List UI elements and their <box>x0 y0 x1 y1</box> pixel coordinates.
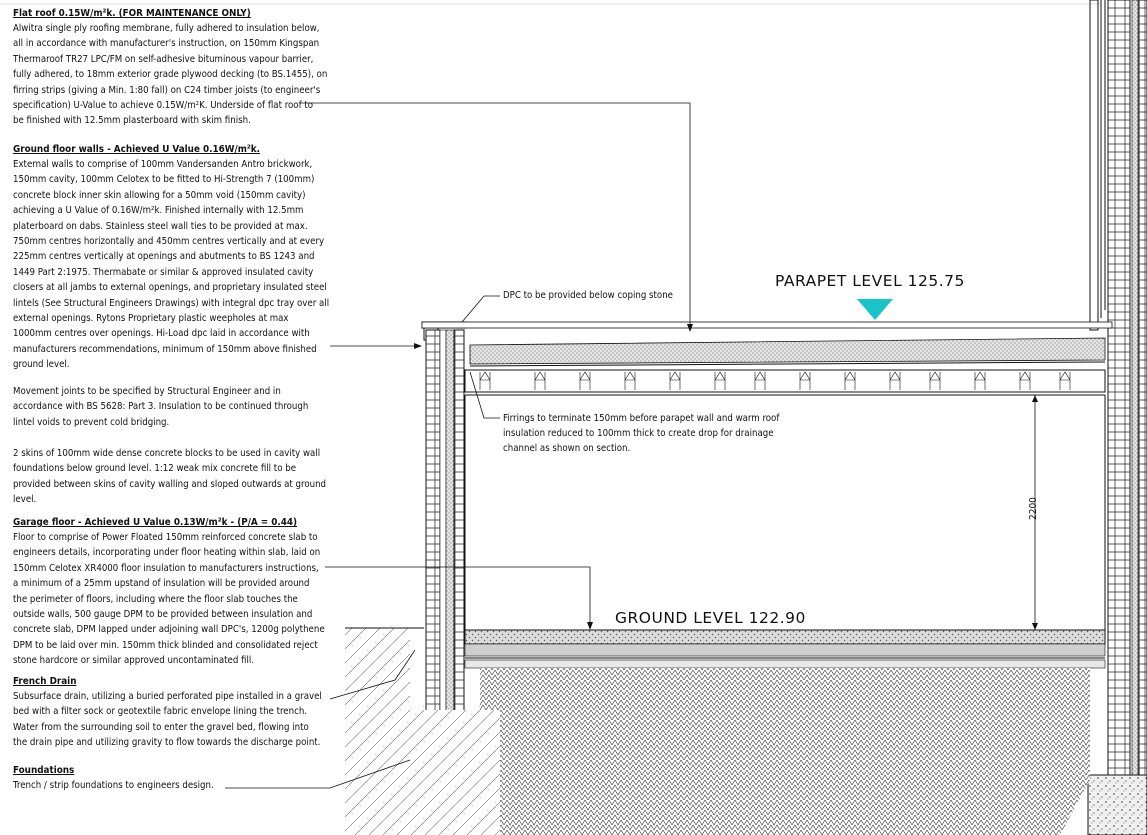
note-foundations <box>13 763 343 793</box>
note-cavity-foundations <box>13 446 343 508</box>
note-body: Subsurface drain, utilizing a buried perforated pipe installed in a gravel bed with a filter sock or geotextile fabric envelope lining the trench. Water from the surrounding soil to enter the gravel bed, flowing into the drain pipe and utilizing gravity to flow towards the discharge point. <box>13 691 322 749</box>
garage-floor <box>465 630 1105 668</box>
note-body: 2 skins of 100mm wide dense concrete blocks to be used in cavity wall foundations below ground level. 1:12 weak mix concrete fill to be provided between skins of cavity walling and sloped outwards at ground level. <box>13 448 327 506</box>
note-flat-roof <box>13 6 343 129</box>
note-body: Movement joints to be specified by Structural Engineer and in accordance with BS 5628: Part 3. Insulation to be continued through lintel voids to prevent cold bridging. <box>13 386 309 428</box>
note-title: Flat roof 0.15W/m²k. (FOR MAINTENANCE ONLY) <box>13 8 251 19</box>
flat-roof <box>422 322 1112 395</box>
note-title: Ground floor walls - Achieved U Value 0.16W/m²k. <box>13 144 260 155</box>
note-title: Garage floor - Achieved U Value 0.13W/m²k - (P/A = 0.44) <box>13 517 298 528</box>
note-title: French Drain <box>13 676 77 687</box>
note-body: Alwitra single ply roofing membrane, fully adhered to insulation below, all in accordance with manufacturer's instruction, on 150mm Kingspan Thermaroof TR27 LPC/FM on self-adhesive bituminous vapour barrier, fully adhered, to 18mm exterior grade plywood decking (to BS.1455), on firring strips (giving a Min. 1:80 fall) on C24 timber joists (to engineer's specification) U-Value to achieve 0.15W/m²K. Underside of flat roof to be finished with 12.5mm plasterboard with skim finish. <box>13 23 328 127</box>
parapet-level-label: PARAPET LEVEL 125.75 <box>775 272 965 290</box>
ground-level-label: GROUND LEVEL 122.90 <box>615 609 806 627</box>
right-wall <box>1088 0 1147 835</box>
parapet-level-marker <box>857 299 893 320</box>
note-ground-floor-walls <box>13 142 343 373</box>
note-garage-floor <box>13 515 343 669</box>
note-body: Trench / strip foundations to engineers design. <box>13 780 214 791</box>
left-cavity-wall <box>410 322 470 765</box>
note-title: Foundations <box>13 765 75 776</box>
dpc-callout: DPC to be provided below coping stone <box>503 290 673 301</box>
note-french-drain <box>13 674 343 751</box>
note-body: Floor to comprise of Power Floated 150mm reinforced concrete slab to engineers details, incorporating under floor heating within slab, laid on 150mm Celotex XR4000 floor insulation to manufacturers instructions, a minimum of a 25mm upstand of insulation will be provided around the perimeter of floors, including where the floor slab touches the outside walls, 500 gauge DPM to be provided between insulation and concrete slab, DPM lapped under adjoining wall DPC's, 1200g polythene DPM to be laid over min. 150mm thick blinded and consolidated reject stone hardcore or similar approved uncontaminated fill. <box>13 532 325 667</box>
note-body: External walls to comprise of 100mm Vandersanden Antro brickwork, 150mm cavity, 100mm Celotex to be fitted to Hi-Strength 7 (100mm) concrete block inner skin allowing for a 50mm void (150mm cavity) achieving a U Value of 0.16W/m²k. Finished internally with 12.5mm platerboard on dabs. Stainless steel wall ties to be provided at max. 750mm centres horizontally and 450mm centres vertically and at every 225mm centres vertically at openings and abutments to BS 1243 and 1449 Part 2:1975. Thermabate or similar & approved insulated cavity closers at all jambs to external openings, and proprietary insulated steel lintels (See Structural Engineers Drawings) with integral dpc tray over all external openings. Rytons Proprietary plastic weepholes at max 1000mm centres over openings. Hi-Load dpc laid in accordance with manufacturers recommendations, minimum of 150mm above finished ground level. <box>13 159 330 371</box>
height-dimension: 2200 <box>1028 497 1039 520</box>
note-movement-joints <box>13 384 343 430</box>
firrings-callout: Firrings to terminate 150mm before parapet wall and warm roof insulation reduced to 100mm thick to create drop for drainage channel as shown on section. <box>503 413 780 455</box>
